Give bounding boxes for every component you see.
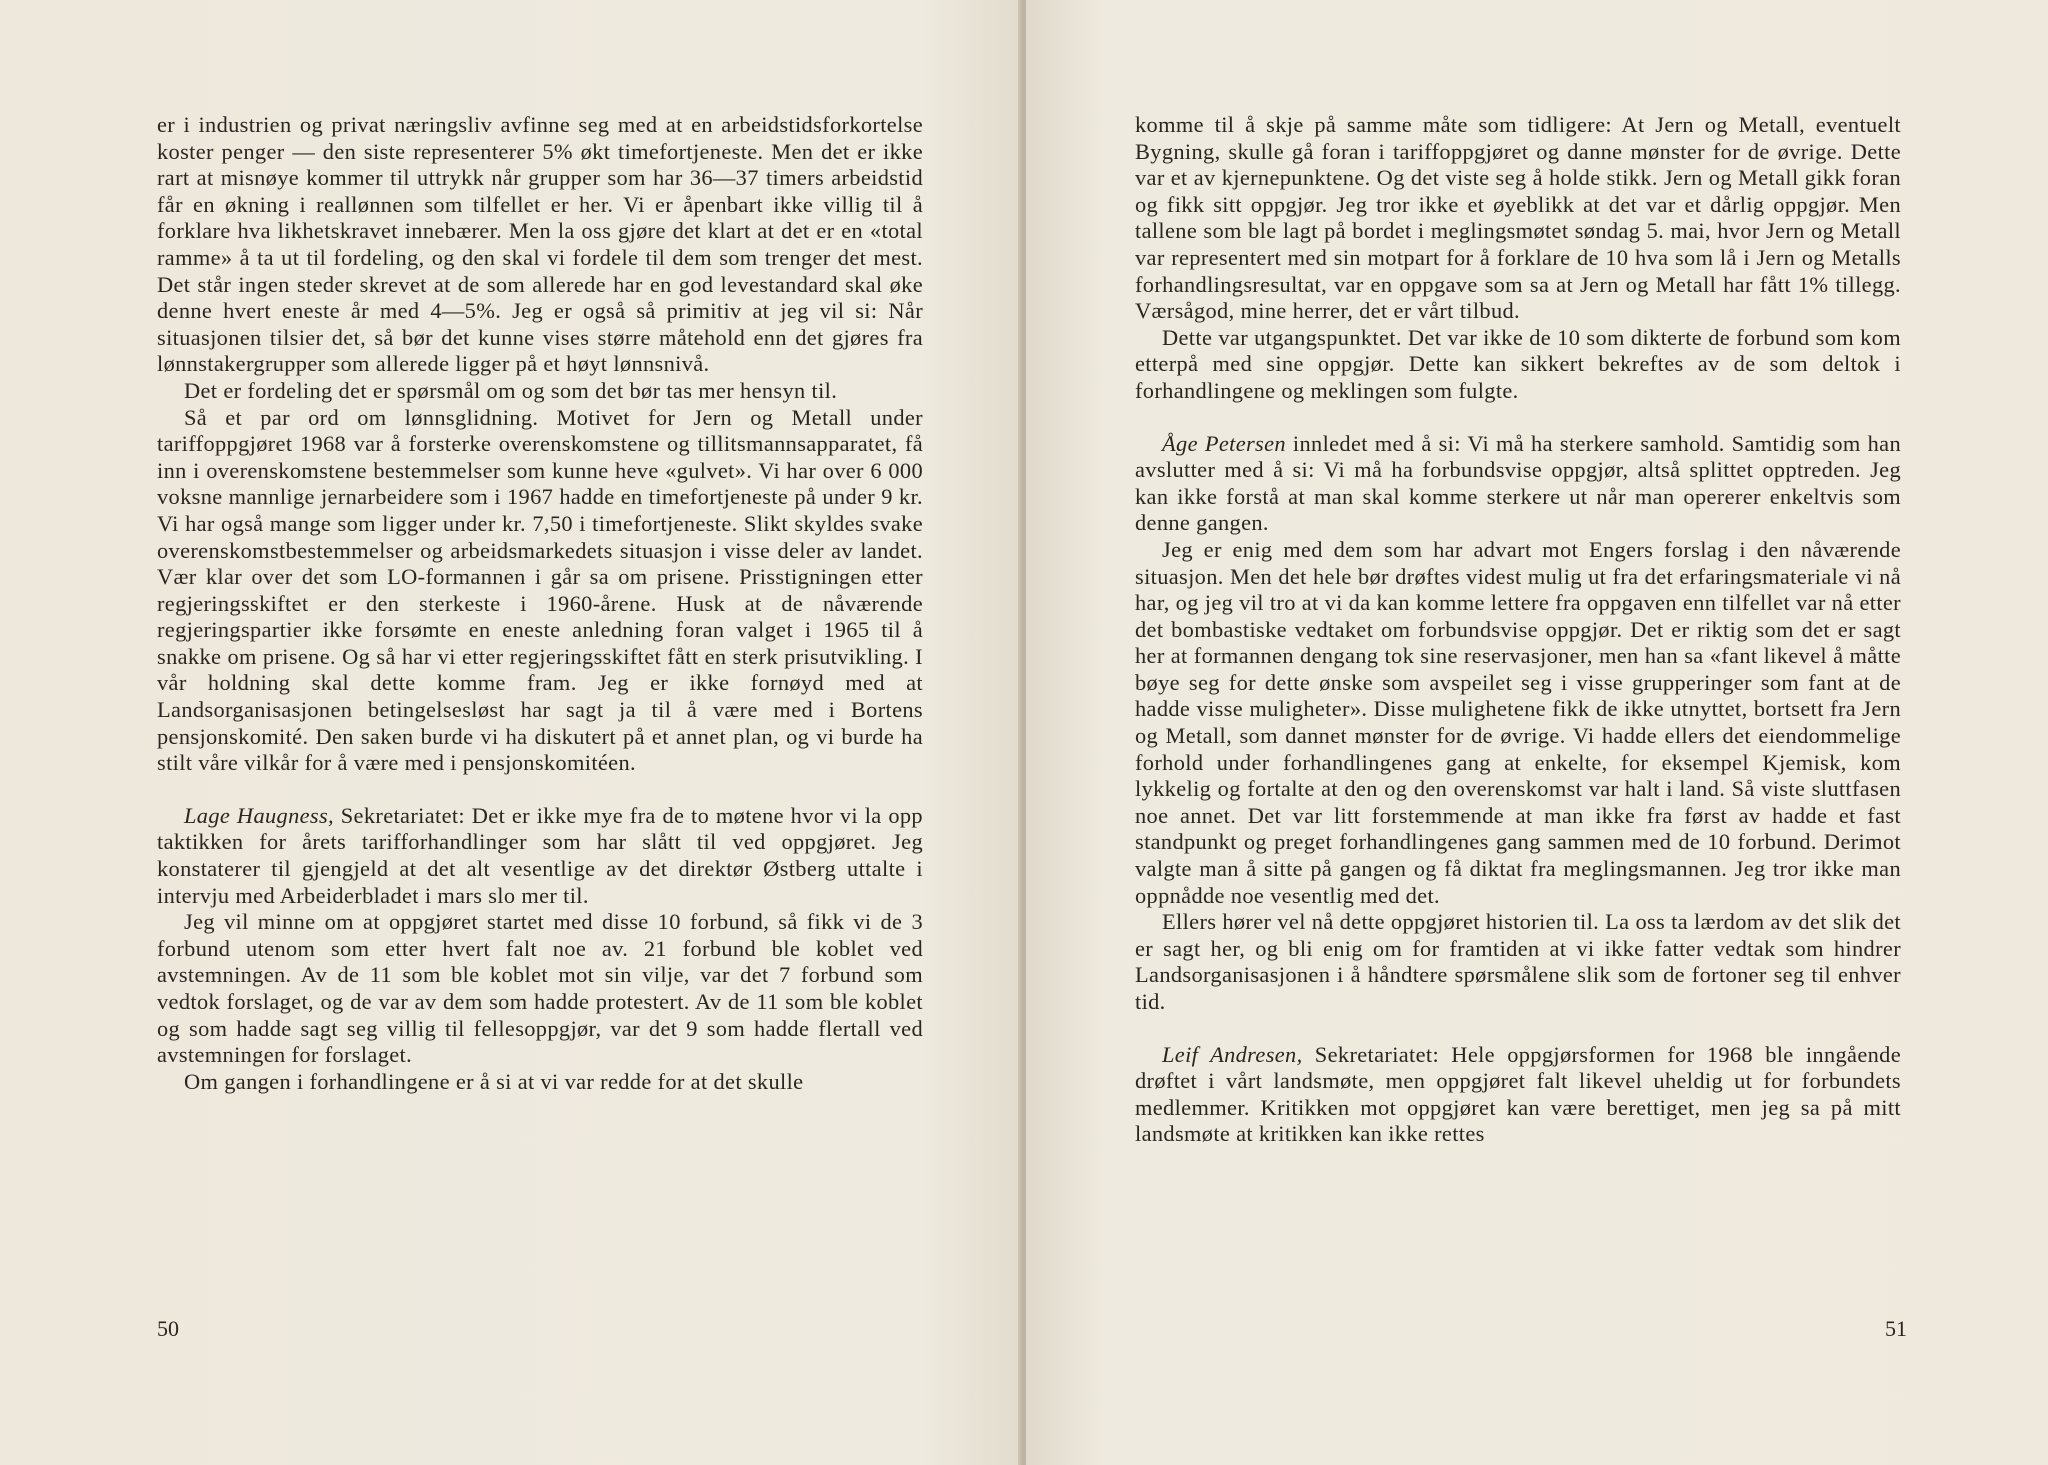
paragraph: Dette var utgangspunktet. Det var ikke de 10 som dikterte de forbund som kom etterpå med sine oppgjør. Dette kan sikkert bekreftes av de som deltok i forhandlingene og meklingen som fulgte. (1135, 324, 1901, 403)
right-page-text (1135, 112, 1901, 1148)
left-page-text (157, 112, 923, 1095)
paragraph: er i industrien og privat næringsliv avfinne seg med at en arbeidstidsforkortelse koster penger — den siste representerer 5% økt timefortjeneste. Men det er ikke rart at misnøye kommer til uttrykk når grupper som har 36—37 timers arbeidstid får en økning i reallønnen som tilfellet er her. Vi er åpenbart ikke villig til å forklare hva likhetskravet innebærer. Men la oss gjøre det klart at det er en «total ramme» å ta ut til fordeling, og den skal vi fordele til dem som trenger det mest. Det står ingen steder skrevet at de som allerede har en god levestandard skal øke denne hvert eneste år med 4—5%. Jeg er også så primitiv at jeg vil si: Når situasjonen tilsier det, så bør det kunne vises større måtehold enn det gjøres fra lønnstakergrupper som allerede ligger på et høyt lønnsnivå. (157, 112, 923, 377)
paragraph: Åge Petersen innledet med å si: Vi må ha sterkere samhold. Samtidig som han avslutter med å si: Vi må ha forbundsvise oppgjør, altså splittet opptreden. Jeg kan ikke forstå at man skal komme sterkere ut når man opererer enkeltvis som denne gangen. (1135, 430, 1901, 536)
paragraph: Jeg vil minne om at oppgjøret startet med disse 10 forbund, så fikk vi de 3 forbund utenom som etter hvert falt noe av. 21 forbund ble koblet ved avstemningen. Av de 11 som ble koblet mot sin vilje, var det 7 forbund som vedtok forslaget, og de var av dem som hadde protestert. Av de 11 som ble koblet og som hadde sagt seg villig til fellesoppgjør, var det 9 som hadde flertall ved avstemningen for forslaget. (157, 909, 923, 1068)
paragraph: Leif Andresen, Sekretariatet: Hele oppgjørsformen for 1968 ble inngående drøftet i vårt landsmøte, men oppgjøret falt likevel uheldig ut for forbundets medlemmer. Kritikken mot oppgjøret kan være berettiget, men jeg sa på mitt landsmøte at kritikken kan ikke rettes (1135, 1041, 1901, 1147)
paragraph: Så et par ord om lønnsglidning. Motivet for Jern og Metall under tariffoppgjøret 1968 var å forsterke overenskomstene og tillitsmannsapparatet, få inn i overenskomstene bestemmelser som kunne heve «gulvet». Vi har over 6 000 voksne mannlige jernarbeidere som i 1967 hadde en timefortjeneste på under 9 kr. Vi har også mange som ligger under kr. 7,50 i timefortjeneste. Slikt skyldes svake overenskomstbestemmelser og arbeidsmarkedets situasjon i visse deler av landet. Vær klar over det som LO-formannen i går sa om prisene. Prisstigningen etter regjeringsskiftet er den sterkeste i 1960-årene. Husk at de nåværende regjeringspartier ikke forsømte en eneste anledning foran valget i 1965 til å snakke om prisene. Og så har vi etter regjeringsskiftet fått en sterk prisutvikling. I vår holdning skal dette komme fram. Jeg er ikke fornøyd med at Landsorganisasjonen betingelsesløst har sagt ja til å være med i Bortens pensjonskomité. Den saken burde vi ha diskutert på et annet plan, og vi burde ha stilt våre vilkår for å være med i pensjonskomitéen. (157, 404, 923, 776)
paragraph: komme til å skje på samme måte som tidligere: At Jern og Metall, eventuelt Bygning, skulle gå foran i tariffoppgjøret og danne mønster for de øvrige. Dette var et av kjernepunktene. Og det viste seg å holde stikk. Jern og Metall gikk foran og fikk sitt oppgjør. Jeg tror ikke et øyeblikk at det var et dårlig oppgjør. Men tallene som ble lagt på bordet i meglingsmøtet søndag 5. mai, hvor Jern og Metall var representert med sin motpart for å forklare de 10 hva som lå i Jern og Metalls forhandlingsresultat, var en oppgave som sa at Jern og Metall har fått 1% tillegg. Værsågod, mine herrer, det er vårt tilbud. (1135, 112, 1901, 324)
paragraph: Lage Haugness, Sekretariatet: Det er ikke mye fra de to møtene hvor vi la opp taktikken for årets tarifforhandlinger som har slått til ved oppgjøret. Jeg konstaterer til gjengjeld at det alt vesentlige av det direktør Østberg uttalte i intervju med Arbeiderbladet i mars slo mer til. (157, 802, 923, 908)
right-page (1026, 0, 2048, 1465)
paragraph: Det er fordeling det er spørsmål om og som det bør tas mer hensyn til. (184, 377, 838, 403)
page-number: 51 (1885, 1316, 1907, 1341)
left-page (0, 0, 1022, 1465)
paragraph: Om gangen i forhandlingene er å si at vi var redde for at det skulle (184, 1068, 804, 1094)
paragraph: Ellers hører vel nå dette oppgjøret historien til. La oss ta lærdom av det slik det er sagt her, og bli enig om for framtiden at vi ikke fatter vedtak som hindrer Landsorganisasjonen i å håndtere spørsmålene slik som de fortoner seg til enhver tid. (1135, 909, 1901, 1014)
speaker-name: Leif Andresen, (1162, 1041, 1303, 1067)
paragraph: Jeg er enig med dem som har advart mot Engers forslag i den nåværende situasjon. Men det hele bør drøftes videst mulig ut fra det erfaringsmateriale vi nå har, og jeg vil tro at vi da kan komme lettere fra oppgaven enn tilfellet var nå etter det bombastiske vedtaket om forbundsvise oppgjør. Det er riktig som det er sagt her at formannen dengang tok sine reservasjoner, men han sa «fant likevel å måtte bøye seg for dette ønske som avspeilet seg i visse grupperinger som fant at de hadde visse muligheter». Disse mulighetene fikk de ikke utnyttet, bortsett fra Jern og Metall, som dannet mønster for de øvrige. Vi hadde ellers det eiendommelige forhold under forhandlingenes gang at enkelte, for eksempel Kjemisk, kom lykkelig og fortalte at den og den overenskomst var halt i land. Så viste sluttfasen noe annet. Det var litt forstemmende at man ikke fra først av hadde et fast standpunkt og preget forhandlingenes gang sammen med de 10 forbund. Derimot valgte man å sitte på gangen og få diktat fra meglingsmannen. Jeg tror ikke man oppnådde noe vesentlig med det. (1135, 536, 1901, 908)
speaker-name: Åge Petersen (1162, 430, 1286, 456)
page-number: 50 (157, 1316, 179, 1341)
speaker-name: Lage Haugness, (184, 802, 334, 828)
